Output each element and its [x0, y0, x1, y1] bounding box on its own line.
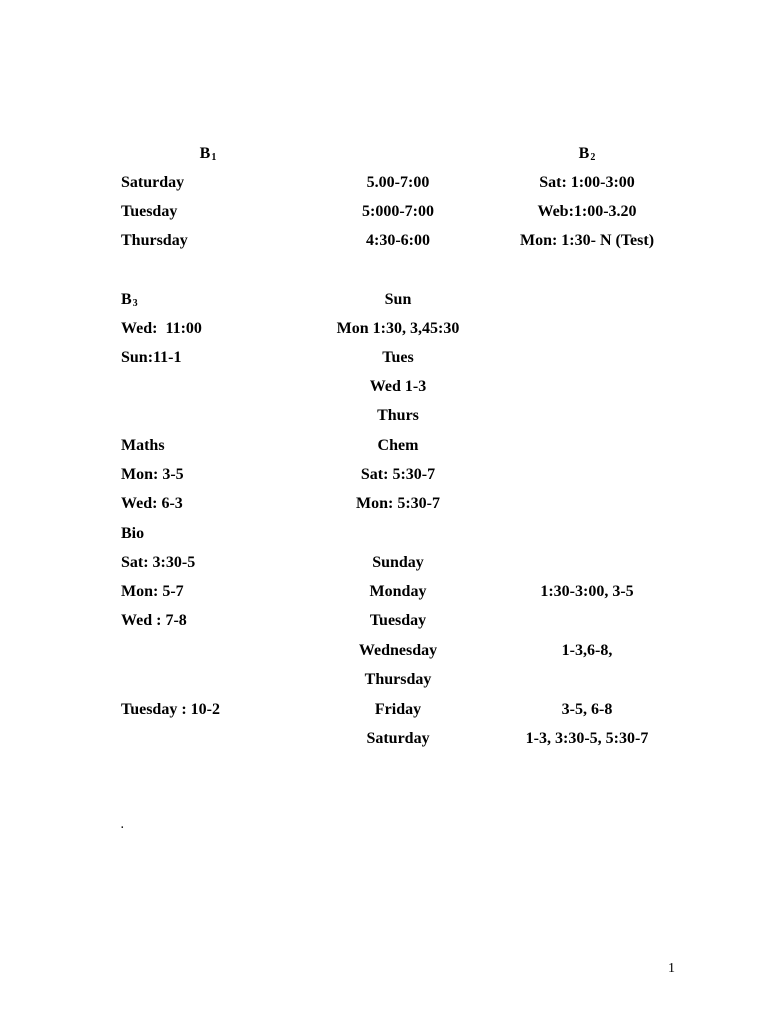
week-day: Saturday	[366, 730, 430, 747]
b3-row	[0, 375, 768, 399]
week-time: 1:30-3:00, 3-5	[540, 583, 634, 600]
week-row	[0, 668, 768, 692]
bio-line: Mon: 5-7	[121, 583, 184, 600]
b3-row	[0, 288, 768, 312]
bio-extra: Tuesday : 10-2	[121, 701, 220, 718]
week-row	[0, 551, 768, 575]
b3-heading: $B_3$	[121, 291, 138, 309]
week-day: Sunday	[372, 554, 424, 571]
b3-right-line: Sun	[384, 291, 412, 308]
subject-row	[0, 463, 768, 487]
b2-heading: $B_2$	[578, 145, 596, 163]
week-day: Monday	[369, 583, 427, 600]
week-row	[0, 609, 768, 633]
week-day: Thursday	[364, 671, 432, 688]
b1-time: 5.00-7:00	[366, 174, 430, 191]
page-number: 1	[668, 961, 675, 976]
b3-line: Wed: 11:00	[121, 320, 202, 337]
b3-line: Sun:11-1	[121, 349, 182, 366]
b1-heading: $B_1$	[199, 145, 217, 163]
b3-right-line: Tues	[382, 349, 414, 366]
header-row	[0, 142, 768, 166]
week-day: Tuesday	[369, 612, 427, 629]
week-row	[0, 580, 768, 604]
b3-row	[0, 317, 768, 341]
b1-time: 5:000-7:00	[362, 203, 434, 220]
bio-line: Sat: 3:30-5	[121, 554, 196, 571]
maths-heading: Maths	[121, 437, 165, 454]
b1-day: Thursday	[121, 232, 188, 249]
subject-row	[0, 492, 768, 516]
week-row	[0, 698, 768, 722]
b1-day: Saturday	[121, 174, 185, 191]
chem-heading: Chem	[377, 437, 419, 454]
b3-row	[0, 346, 768, 370]
chem-line: Mon: 5:30-7	[356, 495, 440, 512]
subject-row	[0, 434, 768, 458]
bio-line: Wed : 7-8	[121, 612, 187, 629]
week-row	[0, 639, 768, 663]
b1-row	[0, 200, 768, 224]
b2-slot: Web:1:00-3.20	[537, 203, 637, 220]
b1-time: 4:30-6:00	[366, 232, 430, 249]
maths-line: Mon: 3-5	[121, 466, 184, 483]
bio-row	[0, 522, 768, 546]
b3-right-line: Wed 1-3	[369, 378, 427, 395]
b1-day: Tuesday	[121, 203, 178, 220]
maths-line: Wed: 6-3	[121, 495, 183, 512]
week-day: Friday	[374, 701, 422, 718]
chem-line: Sat: 5:30-7	[360, 466, 436, 483]
b3-row	[0, 404, 768, 428]
stray-dot: .	[121, 820, 124, 831]
b3-right-line: Thurs	[377, 407, 419, 424]
week-row	[0, 727, 768, 751]
b3-right-line: Mon 1:30, 3,45:30	[336, 320, 460, 337]
week-day: Wednesday	[358, 642, 438, 659]
week-time: 3-5, 6-8	[561, 701, 613, 718]
b1-row	[0, 171, 768, 195]
week-time: 1-3,6-8,	[561, 642, 613, 659]
b2-slot: Sat: 1:00-3:00	[539, 174, 635, 191]
b2-slot: Mon: 1:30- N (Test)	[519, 232, 655, 249]
bio-heading: Bio	[121, 525, 145, 542]
b1-row	[0, 229, 768, 253]
week-time: 1-3, 3:30-5, 5:30-7	[525, 730, 649, 747]
